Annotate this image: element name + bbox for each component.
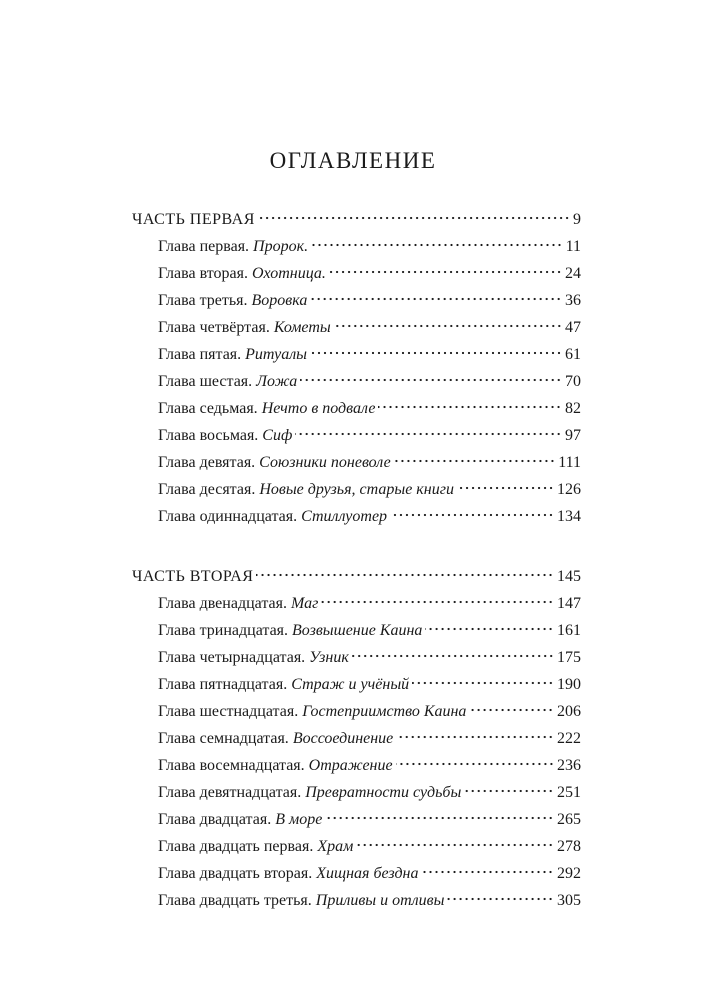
toc-chapter-row[interactable] xyxy=(132,476,581,503)
chapter-number: Глава восьмая. xyxy=(158,427,259,444)
toc-chapter-row[interactable] xyxy=(132,503,581,530)
page-number: 126 xyxy=(557,481,581,498)
chapter-number: Глава семнадцатая. xyxy=(158,730,289,747)
chapter-number: Глава седьмая. xyxy=(158,400,258,417)
chapter-number: Глава восемнадцатая. xyxy=(158,757,305,774)
chapter-name: Воссоединение xyxy=(292,730,394,747)
chapter-number: Глава девятая. xyxy=(158,454,256,471)
page-number: 61 xyxy=(565,346,581,363)
dot-leader xyxy=(425,627,554,631)
toc-part-2 xyxy=(132,563,581,914)
toc-part-1 xyxy=(132,206,581,530)
page-number: 82 xyxy=(565,400,581,417)
toc-chapter-row[interactable] xyxy=(132,287,581,314)
chapter-label xyxy=(158,476,454,503)
dot-leader xyxy=(469,708,554,712)
chapter-label xyxy=(158,287,307,314)
dot-leader xyxy=(412,681,554,685)
chapter-name: Сиф xyxy=(262,427,293,444)
dot-leader xyxy=(325,816,554,820)
dot-leader xyxy=(310,297,562,301)
dot-leader xyxy=(457,486,554,490)
chapter-name: Гостеприимство Каина xyxy=(302,703,467,720)
page-number: 175 xyxy=(557,649,581,666)
chapter-name: Храм xyxy=(317,838,354,855)
chapter-number: Глава двадцать третья. xyxy=(158,892,312,909)
chapter-number: Глава первая. xyxy=(158,238,250,255)
toc-chapter-row[interactable] xyxy=(132,644,581,671)
dot-leader xyxy=(378,405,562,409)
page-number: 97 xyxy=(565,427,581,444)
chapter-name: Стиллуотер xyxy=(301,508,388,525)
dot-leader xyxy=(321,600,554,604)
chapter-name: Приливы и отливы xyxy=(315,892,445,909)
page-number: 145 xyxy=(557,568,581,585)
chapter-name: Союзники поневоле xyxy=(259,454,391,471)
chapter-label xyxy=(158,503,387,530)
toc-chapter-row[interactable] xyxy=(132,671,581,698)
chapter-label xyxy=(158,725,393,752)
chapter-name: Новые друзья, старые книги xyxy=(259,481,454,498)
page-number: 222 xyxy=(557,730,581,747)
page-number: 134 xyxy=(557,508,581,525)
chapter-number: Глава третья. xyxy=(158,292,248,309)
chapter-number: Глава шестая. xyxy=(158,373,253,390)
page-number: 161 xyxy=(557,622,581,639)
toc-chapter-row[interactable] xyxy=(132,368,581,395)
page-number: 11 xyxy=(565,238,581,255)
chapter-label xyxy=(158,314,331,341)
dot-leader xyxy=(310,351,562,355)
chapter-label xyxy=(158,341,307,368)
dot-leader xyxy=(295,432,562,436)
toc-chapter-row[interactable] xyxy=(132,752,581,779)
chapter-name: Отражение xyxy=(308,757,393,774)
toc-chapter-row[interactable] xyxy=(132,590,581,617)
chapter-number: Глава одиннадцатая. xyxy=(158,508,298,525)
page-number: 111 xyxy=(558,454,581,471)
chapter-name: Воровка xyxy=(251,292,308,309)
dot-leader xyxy=(447,897,554,901)
page-title: ОГЛАВЛЕНИЕ xyxy=(269,148,437,173)
dot-leader xyxy=(396,735,554,739)
chapter-label xyxy=(158,698,466,725)
page-number: 206 xyxy=(557,703,581,720)
chapter-name: В море xyxy=(275,811,323,828)
page-number: 278 xyxy=(557,838,581,855)
toc-chapter-row[interactable] xyxy=(132,860,581,887)
dot-leader xyxy=(394,459,555,463)
chapter-number: Глава пятнадцатая. xyxy=(158,676,288,693)
page-number: 190 xyxy=(557,676,581,693)
chapter-name: Кометы xyxy=(273,319,331,336)
chapter-number: Глава девятнадцатая. xyxy=(158,784,302,801)
dot-leader xyxy=(390,513,554,517)
page-number: 147 xyxy=(557,595,581,612)
toc-chapter-row[interactable] xyxy=(132,617,581,644)
chapter-name: Пророк. xyxy=(253,238,309,255)
toc-chapter-row[interactable] xyxy=(132,779,581,806)
page-number: 236 xyxy=(557,757,581,774)
toc-chapter-row[interactable] xyxy=(132,449,581,476)
toc-chapter-row[interactable] xyxy=(132,833,581,860)
page-number: 24 xyxy=(565,265,581,282)
chapter-name: Страж и учёный xyxy=(291,676,410,693)
chapter-number: Глава десятая. xyxy=(158,481,256,498)
chapter-label xyxy=(158,617,422,644)
part-label: ЧАСТЬ ВТОРАЯ xyxy=(132,568,254,585)
page-number: 305 xyxy=(557,892,581,909)
chapter-label xyxy=(158,233,308,260)
toc-chapter-row[interactable] xyxy=(132,887,581,914)
chapter-label xyxy=(158,449,391,476)
toc-chapter-row[interactable] xyxy=(132,422,581,449)
chapter-label xyxy=(158,395,375,422)
toc-chapter-row[interactable] xyxy=(132,233,581,260)
chapter-name: Нечто в подвале xyxy=(261,400,376,417)
page-number: 70 xyxy=(565,373,581,390)
dot-leader xyxy=(300,378,562,382)
page-number: 47 xyxy=(565,319,581,336)
toc-chapter-row[interactable] xyxy=(132,314,581,341)
chapter-name: Узник xyxy=(309,649,349,666)
chapter-name: Ложа xyxy=(256,373,298,390)
chapter-name: Превратности судьбы xyxy=(305,784,462,801)
dot-leader xyxy=(352,654,554,658)
part-label: ЧАСТЬ ПЕРВАЯ xyxy=(132,211,255,228)
dot-leader xyxy=(464,789,554,793)
chapter-name: Хищная бездна xyxy=(316,865,419,882)
chapter-number: Глава двенадцатая. xyxy=(158,595,287,612)
dot-leader xyxy=(329,270,562,274)
dot-leader xyxy=(334,324,562,328)
chapter-number: Глава двадцатая. xyxy=(158,811,272,828)
page-number: 251 xyxy=(557,784,581,801)
toc-part-heading[interactable] xyxy=(132,563,581,590)
chapter-name: Возвышение Каина xyxy=(292,622,423,639)
chapter-label xyxy=(158,752,393,779)
dot-leader xyxy=(256,573,554,577)
chapter-number: Глава пятая. xyxy=(158,346,242,363)
chapter-label xyxy=(158,671,409,698)
page-number: 9 xyxy=(573,211,581,228)
page-number: 265 xyxy=(557,811,581,828)
chapter-number: Глава четвёртая. xyxy=(158,319,270,336)
chapter-label xyxy=(158,644,349,671)
chapter-number: Глава вторая. xyxy=(158,265,248,282)
chapter-number: Глава четырнадцатая. xyxy=(158,649,306,666)
dot-leader xyxy=(311,243,563,247)
page-number: 292 xyxy=(557,865,581,882)
chapter-name: Ритуалы xyxy=(245,346,307,363)
chapter-label xyxy=(158,260,326,287)
toc-chapter-row[interactable] xyxy=(132,698,581,725)
chapter-number: Глава двадцать вторая. xyxy=(158,865,313,882)
chapter-label xyxy=(158,422,292,449)
chapter-label xyxy=(158,833,353,860)
toc-chapter-row[interactable] xyxy=(132,260,581,287)
chapter-label xyxy=(158,860,418,887)
chapter-label xyxy=(158,806,322,833)
dot-leader xyxy=(356,843,554,847)
page-number: 36 xyxy=(565,292,581,309)
chapter-number: Глава тринадцатая. xyxy=(158,622,289,639)
chapter-name: Охотница. xyxy=(251,265,326,282)
chapter-name: Маг xyxy=(290,595,319,612)
toc-part-heading[interactable] xyxy=(132,206,581,233)
toc-chapter-row[interactable] xyxy=(132,725,581,752)
dot-leader xyxy=(258,216,570,220)
chapter-label xyxy=(158,779,461,806)
chapter-label xyxy=(158,590,318,617)
chapter-number: Глава шестнадцатая. xyxy=(158,703,299,720)
toc-chapter-row[interactable] xyxy=(132,341,581,368)
dot-leader xyxy=(396,762,554,766)
dot-leader xyxy=(421,870,554,874)
toc-chapter-row[interactable] xyxy=(132,395,581,422)
chapter-label xyxy=(158,368,297,395)
chapter-number: Глава двадцать первая. xyxy=(158,838,314,855)
chapter-label xyxy=(158,887,444,914)
toc-chapter-row[interactable] xyxy=(132,806,581,833)
